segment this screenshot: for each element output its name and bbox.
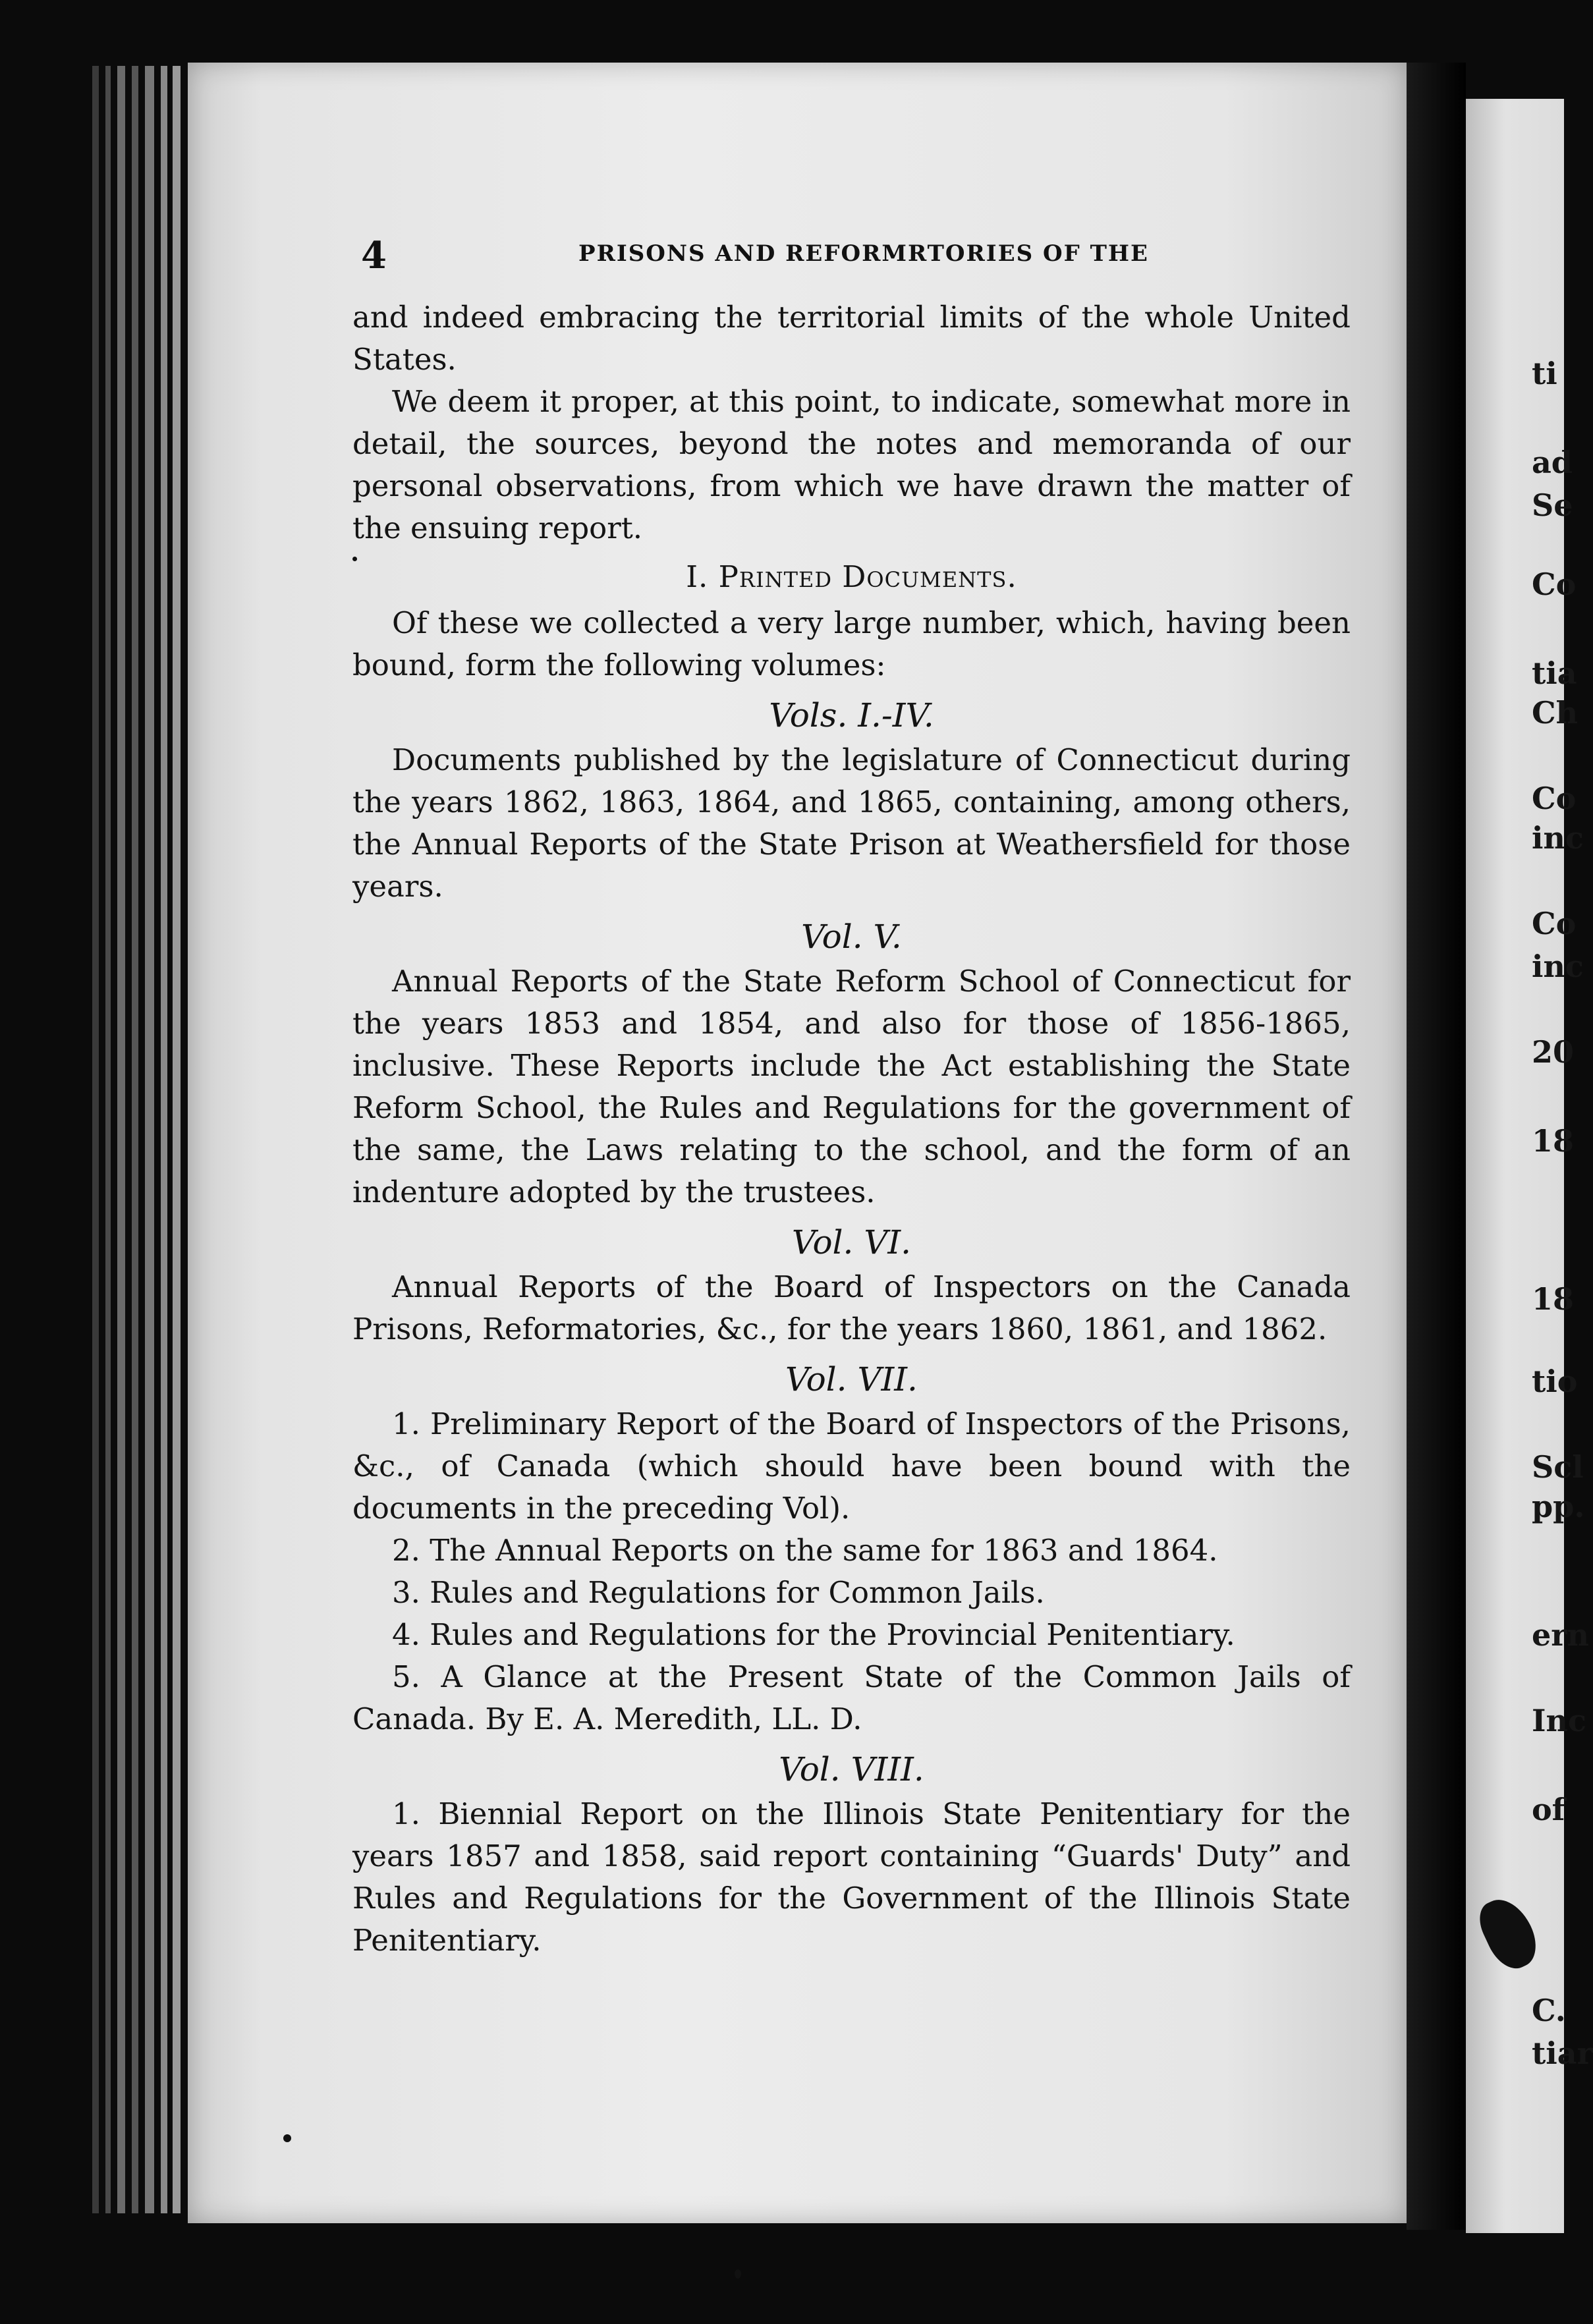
facing-fragment: Co [1532,906,1577,941]
facing-fragment: 18 [1532,1281,1575,1317]
volume-heading: Vol. VI. [791,1223,912,1261]
facing-fragment: ti [1532,356,1557,391]
volume-heading: Vols. I.-IV. [769,696,934,734]
volume-heading: Vol. VIII. [779,1750,924,1788]
page-edge [173,66,181,2213]
facing-fragment: Co [1532,781,1577,816]
facing-fragment: inc [1532,820,1584,856]
page-edge [117,66,125,2213]
list-item: 1. Preliminary Report of the Board of Inspectors of the Prisons, &c., of Canada (which should have been bound with the documents in the preceding Vol). [352,1406,1351,1526]
page-edge [161,66,167,2213]
volume-description: Annual Reports of the Board of Inspectors on the Canada Prisons, Reformatories, &c., for the years 1860, 1861, and 1862. [352,1269,1351,1346]
page-number: 4 [361,234,387,277]
volume-heading: Vol. V. [801,918,902,956]
book-gutter [1407,63,1466,2230]
page-edge [132,66,138,2213]
facing-fragment: 18 [1532,1123,1575,1159]
page-edge [105,66,111,2213]
facing-fragment: inc [1532,949,1584,984]
page-body [352,296,1351,1962]
facing-fragment: of [1532,1792,1565,1827]
page-edge [92,66,99,2213]
page-edge [145,66,154,2213]
facing-fragment: pp. [1532,1489,1585,1524]
volume-heading: Vol. VII. [785,1360,918,1398]
list-item: 2. The Annual Reports on the same for 1863 and 1864. [392,1533,1218,1568]
ink-speck [352,557,357,561]
ink-speck [283,2134,291,2142]
list-item: 3. Rules and Regulations for Common Jails. [392,1575,1045,1610]
volume-description: Documents published by the legislature of Connecticut during the years 1862, 1863, 1864, and 1865, containing, among others, the Annual Reports of the State Prison at Weathersfield for those years. [352,742,1351,904]
facing-fragment: Se [1532,487,1573,523]
paragraph: Of these we collected a very large number, which, having been bound, form the following volumes: [352,605,1351,682]
section-heading: I. Printed Documents. [686,559,1017,594]
facing-fragment: 20 [1532,1034,1575,1070]
page-header [361,234,1349,277]
facing-fragment: tio [1532,1364,1578,1399]
paragraph: and indeed embracing the territorial limits of the whole United States. [352,300,1351,377]
list-item: 1. Biennial Report on the Illinois State Penitentiary for the years 1857 and 1858, said report containing “Guards' Duty” and Rules and Regulations for the Government of the Illinois State Penitentiary. [352,1796,1351,1958]
facing-fragment: Scl [1532,1449,1584,1485]
facing-fragment: ern [1532,1617,1589,1653]
facing-fragment: Co [1532,567,1577,602]
paragraph: We deem it proper, at this point, to indicate, somewhat more in detail, the sources, beyond the notes and memoranda of our personal observations, from which we have drawn the matter of the ensuing report. [352,384,1351,545]
facing-fragment: tia [1532,655,1577,691]
facing-fragment: C. [1532,1993,1566,2028]
facing-fragment: ad [1532,445,1573,480]
facing-fragment: Inc [1532,1703,1586,1738]
volume-description: Annual Reports of the State Reform School of Connecticut for the years 1853 and 1854, and also for those of 1856-1865, inclusive. These Reports include the Act establishing the State Reform School, the Rules and Regulations for the government of the same, the Laws relating to the school, and the form of an indenture adopted by the trustees. [352,964,1351,1209]
list-item: 4. Rules and Regulations for the Provincial Penitentiary. [392,1617,1235,1652]
running-head: PRISONS AND REFORMRTORIES OF THE [578,240,1149,267]
list-item: 5. A Glance at the Present State of the Common Jails of Canada. By E. A. Meredith, LL. D. [352,1659,1351,1736]
facing-fragment: tiar [1532,2035,1593,2071]
facing-fragment: Ch [1532,695,1579,731]
ink-speck [735,2269,741,2279]
